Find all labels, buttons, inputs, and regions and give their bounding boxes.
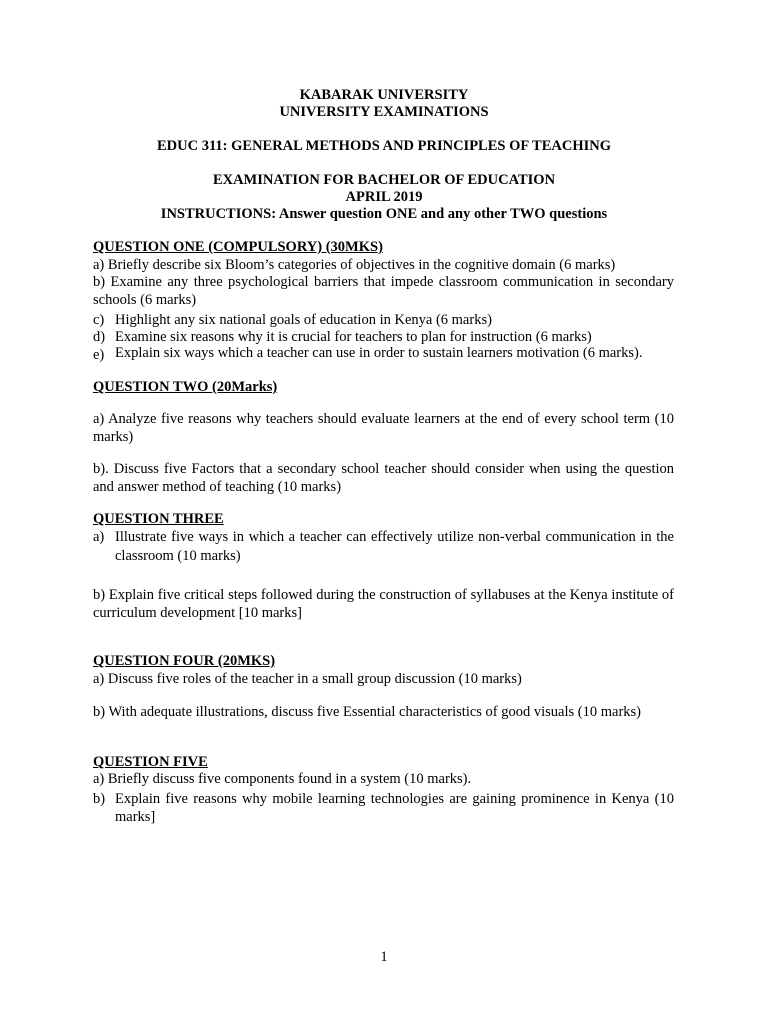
question-five-b-text: Explain five reasons why mobile learning technologies are gaining prominence in Kenya (10 marks] [115, 791, 674, 825]
question-four-heading: QUESTION FOUR (20MKS) [93, 653, 276, 669]
course-title: EDUC 311: GENERAL METHODS AND PRINCIPLES OF TEACHING [157, 138, 611, 154]
page-number: 1 [380, 949, 388, 965]
question-five-b-label: b) [93, 791, 106, 807]
question-three-a-label: a) [93, 529, 105, 545]
exam-for: EXAMINATION FOR BACHELOR OF EDUCATION [212, 172, 556, 188]
question-one-c [93, 311, 674, 329]
exam-type: UNIVERSITY EXAMINATIONS [279, 104, 489, 120]
question-five-a: a) Briefly discuss five components found in a system (10 marks). [93, 771, 472, 787]
instructions: INSTRUCTIONS: Answer question ONE and any other TWO questions [160, 206, 608, 222]
question-one-c-label: c) [93, 312, 105, 328]
question-three-b: b) Explain five critical steps followed during the construction of syllabuses at the Kenya institute of curriculum development [10 marks] [93, 587, 674, 621]
question-one-e [93, 346, 674, 361]
question-one-a: a) Briefly describe six Bloom’s categories of objectives in the cognitive domain (6 marks) [93, 257, 616, 273]
question-three-heading: QUESTION THREE [93, 511, 224, 527]
question-one-b: b) Examine any three psychological barriers that impede classroom communication in secondary schools (6 marks) [93, 274, 674, 308]
question-five-b [93, 790, 674, 826]
question-one-heading: QUESTION ONE (COMPULSORY) (30MKS) [93, 239, 383, 255]
question-one-d-text: Examine six reasons why it is crucial for teachers to plan for instruction (6 marks) [115, 329, 592, 345]
question-one-c-text: Highlight any six national goals of education in Kenya (6 marks) [115, 312, 492, 328]
question-four-b: b) With adequate illustrations, discuss five Essential characteristics of good visuals (10 marks) [93, 704, 642, 720]
question-three-a [93, 528, 674, 566]
question-one-e-text: Explain six ways which a teacher can use in order to sustain learners motivation (6 marks). [115, 345, 643, 361]
question-two-a: a) Analyze five reasons why teachers should evaluate learners at the end of every school term (10 marks) [93, 411, 674, 445]
question-four-a: a) Discuss five roles of the teacher in a small group discussion (10 marks) [93, 671, 522, 687]
question-one-d [93, 328, 674, 346]
question-two-heading: QUESTION TWO (20Marks) [93, 379, 278, 395]
university-name: KABARAK UNIVERSITY [299, 87, 469, 103]
question-one-d-label: d) [93, 329, 106, 345]
question-two-b: b). Discuss five Factors that a secondary school teacher should consider when using the question and answer method of teaching (10 marks) [93, 461, 674, 495]
question-three-a-text: Illustrate five ways in which a teacher can effectively utilize non-verbal communication in the classroom (10 marks) [115, 529, 674, 564]
question-five-heading: QUESTION FIVE [93, 754, 208, 770]
exam-date: APRIL 2019 [345, 189, 423, 205]
question-one-e-label: e) [93, 347, 105, 363]
